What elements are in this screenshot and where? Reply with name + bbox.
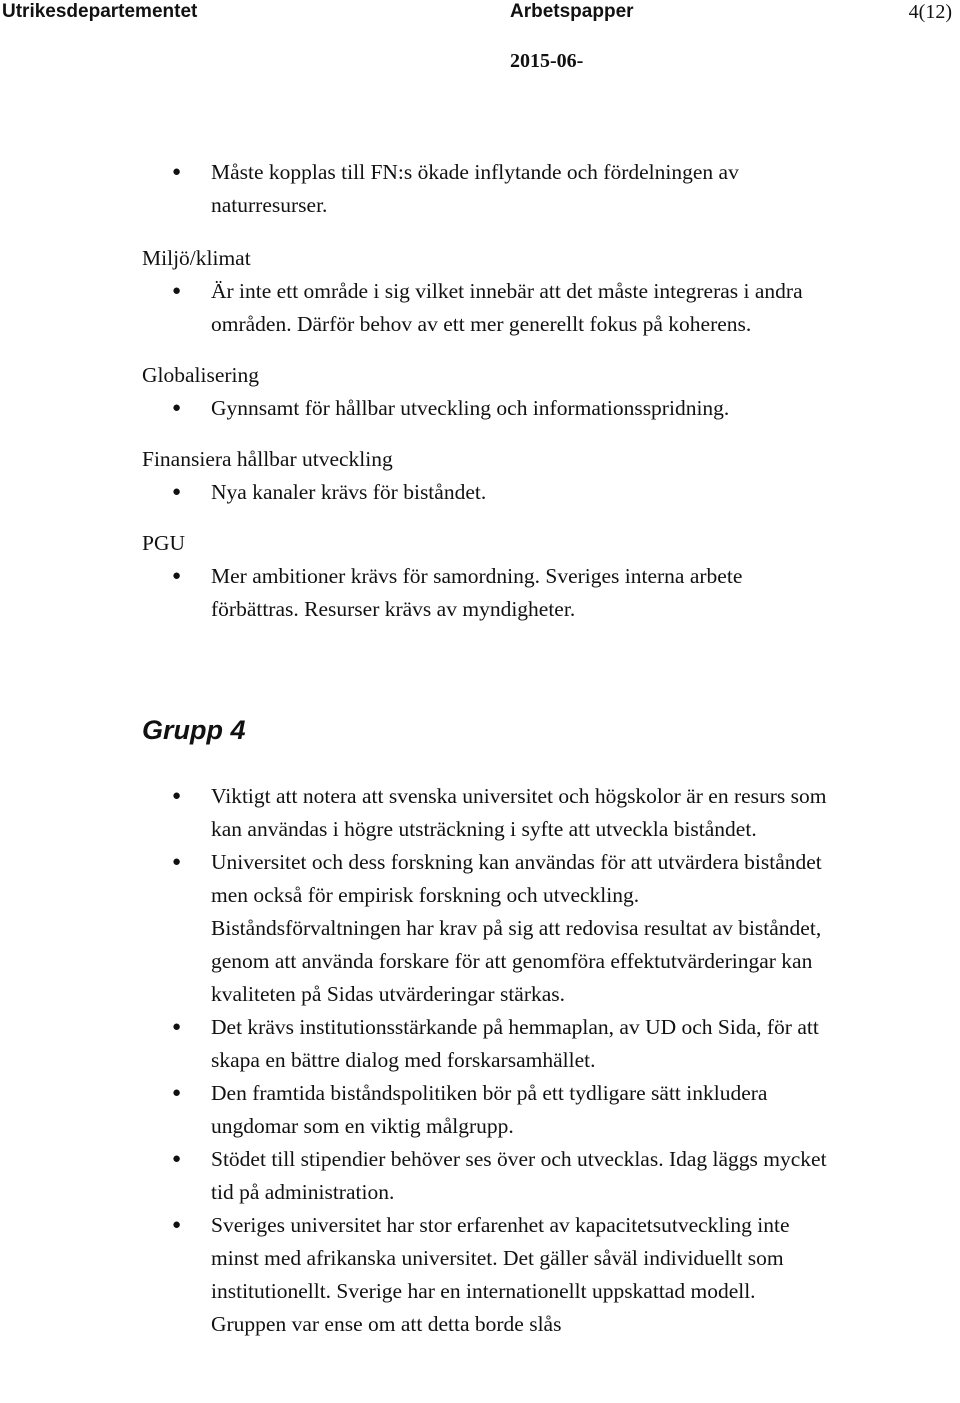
group-heading: Grupp 4 <box>142 715 246 745</box>
bullet-icon: ● <box>172 1151 182 1167</box>
intro-list <box>0 156 960 222</box>
list-item-text: Måste kopplas till FN:s ökade inflytande och fördelningen av naturresurser. <box>211 160 739 217</box>
bullet-icon: ● <box>172 283 182 299</box>
list-item <box>0 392 831 425</box>
document-date: 2015-06- <box>510 50 584 72</box>
list-item-text: Mer ambitioner krävs för samordning. Sveriges interna arbete förbättras. Resurser krävs av myndigheter. <box>211 564 743 621</box>
list-item <box>0 275 831 341</box>
list-item-text: Är inte ett område i sig vilket innebär att det måste integreras i andra områden. Därför behov av ett mer generellt fokus på koherens. <box>211 279 803 336</box>
list-item-text: Viktigt att notera att svenska universitet och högskolor är en resurs som kan användas i högre utsträckning i syfte att utveckla biståndet. <box>211 784 827 841</box>
section-title: Finansiera hållbar utveckling <box>142 447 393 471</box>
bullet-icon: ● <box>172 164 182 180</box>
list-item-text: Den framtida biståndspolitiken bör på ett tydligare sätt inkludera ungdomar som en viktig målgrupp. <box>211 1081 768 1138</box>
bullet-icon: ● <box>172 788 182 804</box>
section-title: Globalisering <box>142 363 260 387</box>
section-list <box>0 275 960 341</box>
list-item-text: Sveriges universitet har stor erfarenhet av kapacitetsutveckling inte minst med afrikanska universitet. Det gäller såväl individuellt som institutionellt. Sverige har en internationellt uppskattad modell. Gruppen var ense om att detta borde slås <box>211 1213 790 1336</box>
list-item <box>0 780 831 846</box>
list-item <box>0 560 831 626</box>
document-type: Arbetspapper <box>510 1 634 22</box>
section-title: PGU <box>142 531 186 555</box>
list-item <box>0 1077 831 1143</box>
section-list <box>0 560 960 626</box>
list-item <box>0 846 831 1011</box>
list-item-text: Gynnsamt för hållbar utveckling och informationsspridning. <box>211 396 730 420</box>
bullet-icon: ● <box>172 854 182 870</box>
bullet-icon: ● <box>172 568 182 584</box>
section-list <box>0 392 960 425</box>
bullet-icon: ● <box>172 484 182 500</box>
list-item <box>0 1011 831 1077</box>
department-name: Utrikesdepartementet <box>2 1 198 22</box>
bullet-icon: ● <box>172 400 182 416</box>
bullet-icon: ● <box>172 1019 182 1035</box>
page-header <box>0 0 960 30</box>
list-item-text: Nya kanaler krävs för biståndet. <box>211 480 487 504</box>
list-item-text: Universitet och dess forskning kan användas för att utvärdera biståndet men också för empirisk forskning och utveckling. Biståndsförvaltningen har krav på sig att redovisa resultat av biståndet, genom att använda forskare för att genomföra effektutvärderingar kan kvaliteten på Sidas utvärderingar stärkas. <box>211 850 822 1006</box>
bullet-icon: ● <box>172 1085 182 1101</box>
list-item <box>0 1143 831 1209</box>
list-item <box>0 156 831 222</box>
list-item-text: Det krävs institutionsstärkande på hemmaplan, av UD och Sida, för att skapa en bättre dialog med forskarsamhället. <box>211 1015 819 1072</box>
bullet-icon: ● <box>172 1217 182 1233</box>
section-title: Miljö/klimat <box>142 246 251 270</box>
list-item-text: Stödet till stipendier behöver ses över och utvecklas. Idag läggs mycket tid på administration. <box>211 1147 827 1204</box>
section-list <box>0 476 960 509</box>
list-item <box>0 1209 831 1341</box>
list-item <box>0 476 831 509</box>
group-list <box>0 780 960 1341</box>
page-number: 4(12) <box>908 1 952 23</box>
document-body <box>0 156 960 1341</box>
